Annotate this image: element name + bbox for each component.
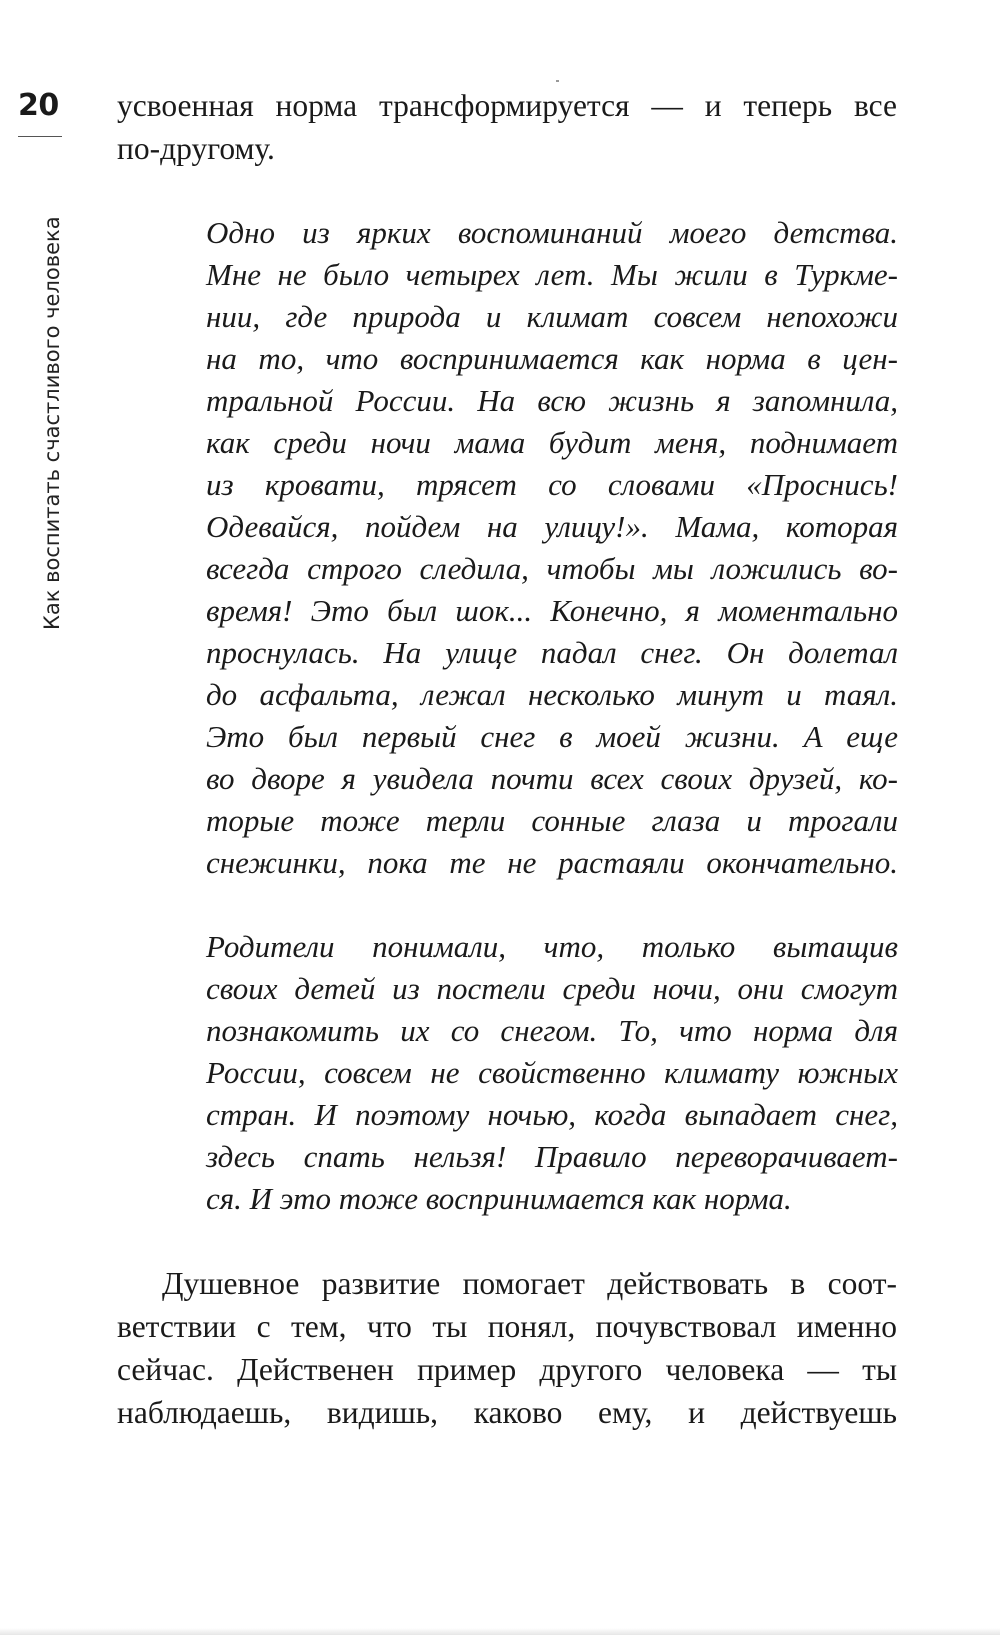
quote-line: как среди ночи мама будит меня, поднимает xyxy=(206,425,898,460)
scan-mark xyxy=(556,80,559,82)
running-title-text: Как воспитать счастливого человека xyxy=(40,216,64,630)
quote-line: Одно из ярких воспоминаний моего детства. xyxy=(206,215,898,250)
quote-line: проснулась. На улице падал снег. Он долетал xyxy=(206,635,898,670)
header-rule xyxy=(18,136,62,137)
text-line: Душевное развитие помогает действовать в соот- xyxy=(162,1266,897,1301)
quote-line: до асфальта, лежал несколько минут и таял. xyxy=(206,677,898,712)
text-line: сейчас. Действенен пример другого человека — ты xyxy=(117,1352,897,1387)
quote-line: снежинки, пока те не растаяли окончательно. xyxy=(206,845,898,880)
quote-line: Это был первый снег в моей жизни. А еще xyxy=(206,719,898,754)
quote-line: нии, где природа и климат совсем непохожи xyxy=(206,299,898,334)
page-number: 20 xyxy=(18,88,59,123)
quote-line: своих детей из постели среди ночи, они смогут xyxy=(206,971,898,1006)
quote-line: тральной России. На всю жизнь я запомнила, xyxy=(206,383,898,418)
text-line: усвоенная норма трансформируется — и теперь все xyxy=(117,88,897,123)
quote-line: России, совсем не свойственно климату южных xyxy=(206,1055,898,1090)
quote-line: познакомить их со снегом. То, что норма для xyxy=(206,1013,898,1048)
quote-line: Мне не было четырех лет. Мы жили в Туркме- xyxy=(206,257,898,292)
quote-line: время! Это был шок... Конечно, я моментально xyxy=(206,593,898,628)
quote-line: Одевайся, пойдем на улицу!». Мама, которая xyxy=(206,509,898,544)
quote-line: стран. И поэтому ночью, когда выпадает снег, xyxy=(206,1097,898,1132)
text-line: по-другому. xyxy=(117,131,275,166)
text-line: наблюдаешь, видишь, каково ему, и действуешь xyxy=(117,1395,897,1430)
quote-line: здесь спать нельзя! Правило переворачивает- xyxy=(206,1139,898,1174)
quote-line: Родители понимали, что, только вытащив xyxy=(206,929,898,964)
quote-line: всегда строго следила, чтобы мы ложились во- xyxy=(206,551,898,586)
quote-line: на то, что воспринимается как норма в цен- xyxy=(206,341,898,376)
page-bottom-edge xyxy=(0,1628,1000,1635)
quote-line: из кровати, трясет со словами «Проснись! xyxy=(206,467,898,502)
quote-line: торые тоже терли сонные глаза и трогали xyxy=(206,803,898,838)
running-title xyxy=(40,170,64,630)
quote-line: во дворе я увидела почти всех своих друзей, ко- xyxy=(206,761,898,796)
text-line: ветствии с тем, что ты понял, почувствовал именно xyxy=(117,1309,897,1344)
quote-line: ся. И это тоже воспринимается как норма. xyxy=(206,1181,792,1216)
